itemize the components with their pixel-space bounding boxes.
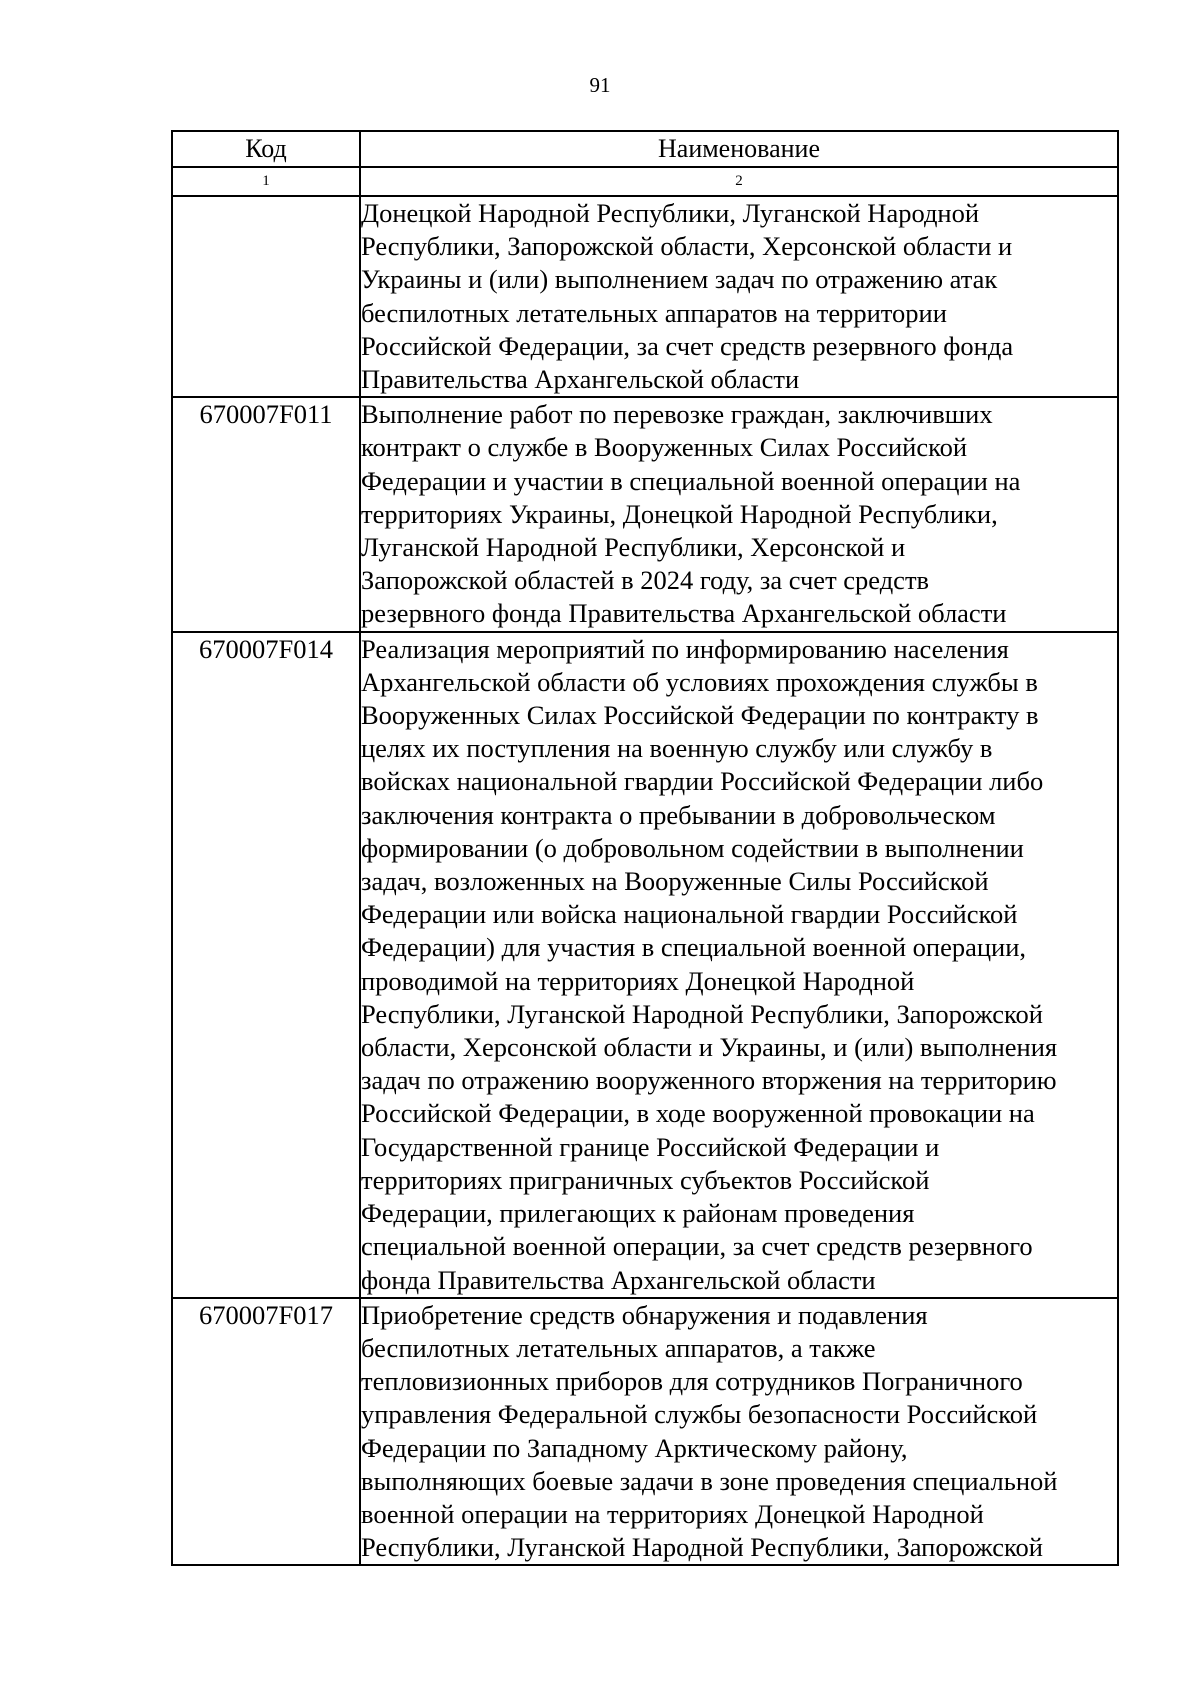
text-line: Архангельской области об условиях прохождения службы в — [361, 666, 1038, 697]
row-name — [360, 632, 1118, 1298]
text-line: тепловизионных приборов для сотрудников Пограничного — [361, 1366, 1023, 1397]
text-line: Федерации или войска национальной гвардии Российской — [361, 899, 1018, 930]
text-line: беспилотных летательных аппаратов на территории — [361, 297, 947, 328]
text-line: территориях Украины, Донецкой Народной Республики, — [361, 498, 998, 529]
text-line: задач, возложенных на Вооруженные Силы Российской — [361, 866, 989, 897]
text-line: Федерации по Западному Арктическому району, — [361, 1432, 908, 1463]
column-number-row — [172, 167, 1118, 196]
table-row — [172, 397, 1118, 631]
text-line: военной операции на территориях Донецкой Народной — [361, 1498, 984, 1529]
row-name — [360, 397, 1118, 631]
text-line: проводимой на территориях Донецкой Народной — [361, 965, 915, 996]
text-line: Правительства Архангельской области — [361, 364, 800, 395]
text-line: Федерации и участии в специальной военной операции на — [361, 465, 1021, 496]
row-code: 670007F014 — [172, 632, 360, 1298]
text-line: формировании (о добровольном содействии в выполнении — [361, 832, 1024, 863]
text-line: Приобретение средств обнаружения и подавления — [361, 1299, 928, 1330]
row-code — [172, 196, 360, 397]
text-line: резервного фонда Правительства Архангельской области — [361, 598, 1007, 629]
row-code: 670007F017 — [172, 1298, 360, 1566]
text-line: Луганской Народной Республики, Херсонской и — [361, 532, 906, 563]
row-name — [360, 1298, 1118, 1566]
text-line: войсках национальной гвардии Российской Федерации либо — [361, 766, 1044, 797]
text-line: беспилотных летательных аппаратов, а также — [361, 1332, 876, 1363]
header-name: Наименование — [360, 131, 1118, 167]
row-code: 670007F011 — [172, 397, 360, 631]
text-line: управления Федеральной службы безопасности Российской — [361, 1399, 1038, 1430]
text-line: фонда Правительства Архангельской области — [361, 1264, 876, 1295]
page-number: 91 — [589, 73, 611, 97]
text-line: специальной военной операции, за счет средств резервного — [361, 1231, 1033, 1262]
column-number-1: 1 — [172, 167, 360, 196]
classification-table — [171, 130, 1119, 1566]
column-number-2: 2 — [360, 167, 1118, 196]
text-line: контракт о службе в Вооруженных Силах Российской — [361, 432, 968, 463]
text-line: области, Херсонской области и Украины, и (или) выполнения — [361, 1032, 1058, 1063]
text-line: выполняющих боевые задачи в зоне проведения специальной — [361, 1465, 1058, 1496]
text-line: Реализация мероприятий по информированию населения — [361, 633, 1009, 664]
text-line: Вооруженных Силах Российской Федерации по контракту в — [361, 700, 1039, 731]
text-line: Республики, Луганской Народной Республики, Запорожской — [361, 1532, 1043, 1563]
text-line: Республики, Запорожской области, Херсонской области и — [361, 231, 1013, 262]
text-line: Государственной границе Российской Федерации и — [361, 1131, 940, 1162]
row-name — [360, 196, 1118, 397]
text-line: Выполнение работ по перевозке граждан, заключивших — [361, 399, 993, 430]
text-line: Республики, Луганской Народной Республики, Запорожской — [361, 998, 1043, 1029]
text-line: территориях приграничных субъектов Российской — [361, 1164, 930, 1195]
table-row — [172, 632, 1118, 1298]
text-line: задач по отражению вооруженного вторжения на территорию — [361, 1065, 1057, 1096]
table-header-row — [172, 131, 1118, 167]
text-line: Запорожской областей в 2024 году, за счет средств — [361, 565, 930, 596]
table-row — [172, 196, 1118, 397]
text-line: Российской Федерации, в ходе вооруженной провокации на — [361, 1098, 1035, 1129]
table-row — [172, 1298, 1118, 1566]
text-line: Федерации) для участия в специальной военной операции, — [361, 932, 1027, 963]
text-line: Донецкой Народной Республики, Луганской Народной — [361, 198, 980, 228]
text-line: Украины и (или) выполнением задач по отражению атак — [361, 264, 998, 295]
text-line: Федерации, прилегающих к районам проведения — [361, 1198, 915, 1229]
text-line: целях их поступления на военную службу или службу в — [361, 733, 993, 764]
text-line: заключения контракта о пребывании в добровольческом — [361, 799, 996, 830]
header-code: Код — [172, 131, 360, 167]
text-line: Российской Федерации, за счет средств резервного фонда — [361, 330, 1014, 361]
